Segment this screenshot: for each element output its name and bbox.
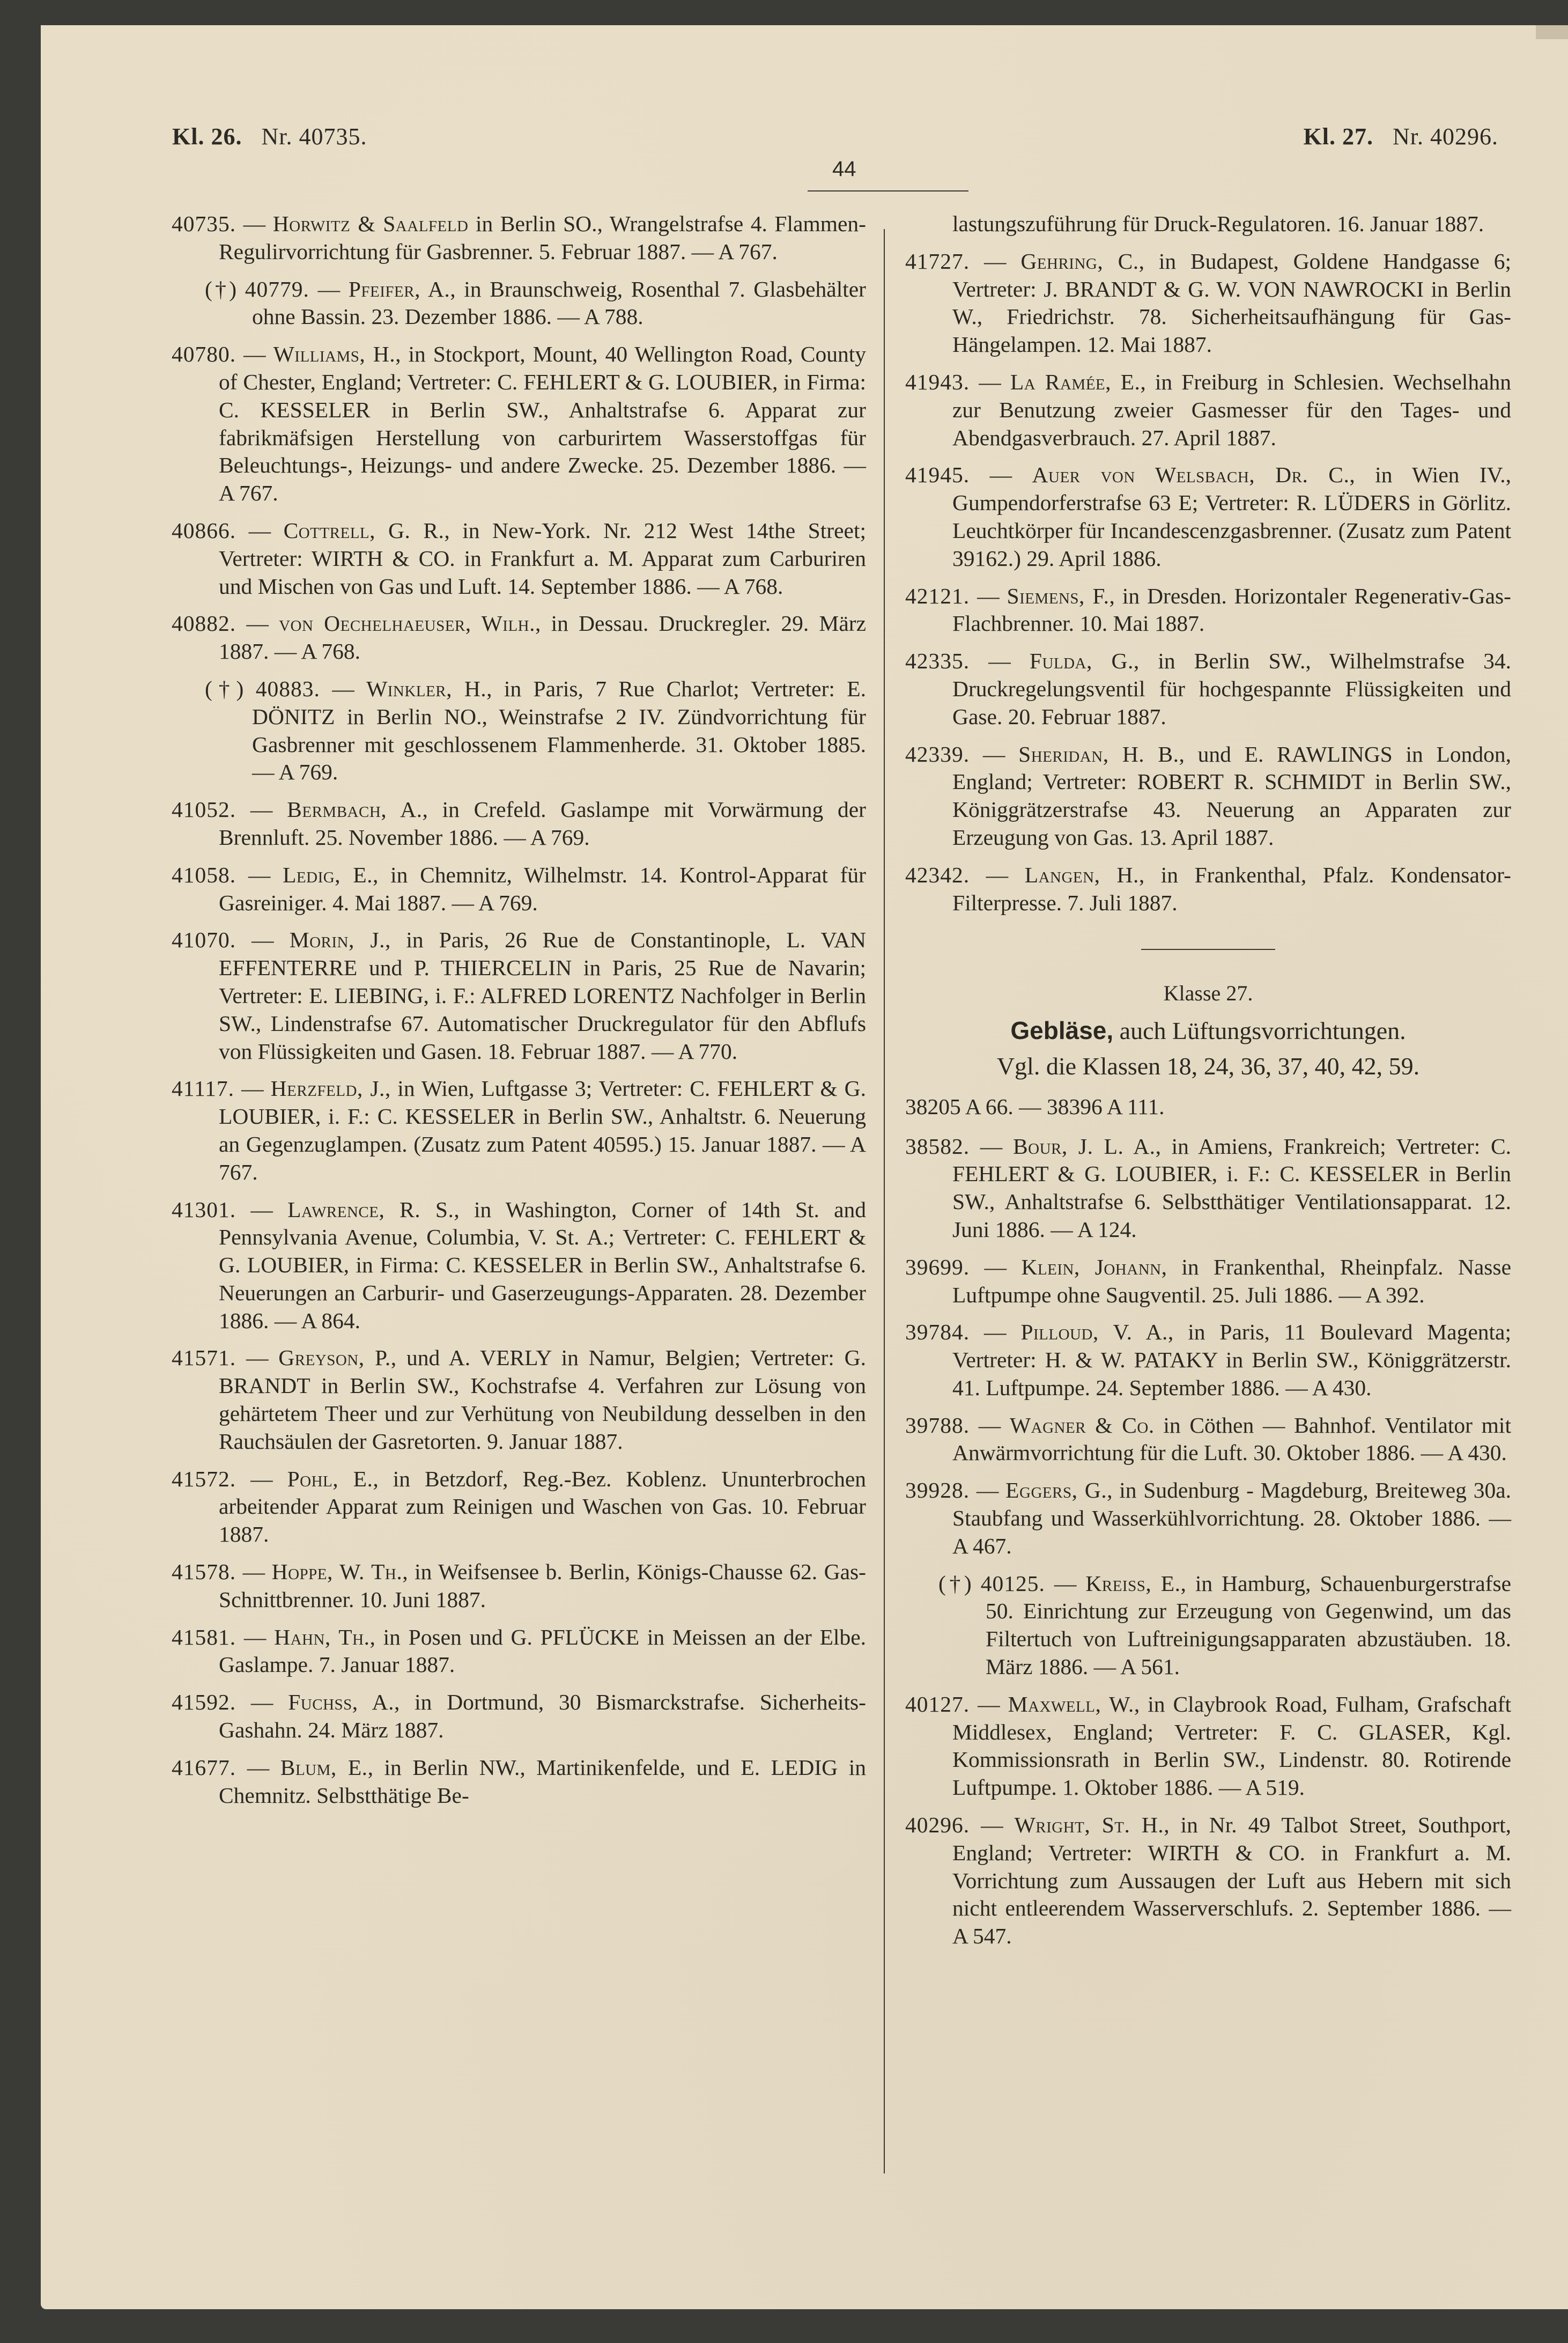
patent-number: 40127. <box>905 1691 970 1716</box>
head-nr-left: Nr. 40735. <box>261 123 367 150</box>
patentee-name: Cottrell, G. R. <box>283 518 445 543</box>
patent-description: , in Berlin NW., Martinikenfelde, und E. LEDIG in Chemnitz. Selbstthätige Be- <box>219 1755 866 1808</box>
patent-description: , in Nr. 49 Talbot Street, Southport, England; Vertreter: WIRTH & CO. in Frankfurt a. M. Vorrichtung zum Aussaugen der Luft aus Hebern mit sich nicht entleerendem Wasserverschlufs. 2. September 1886. — A 547. <box>952 1812 1511 1949</box>
patent-entry: 41943. — La Ramée, E., in Freiburg in Schlesien. Wechselhahn zur Benutzung zweier Gasmesser für den Tages- und Abendgasverbrauch. 27. April 1887. <box>905 369 1511 450</box>
left-column <box>172 210 866 1819</box>
patent-description: , in Braunschweig, Rosenthal 7. Glasbehälter ohne Bassin. 23. Dezember 1886. — A 788. <box>252 276 867 329</box>
patent-number: 41677. <box>172 1755 236 1780</box>
patentee-name: Winkler, H. <box>366 676 487 701</box>
patent-entry: 42339. — Sheridan, H. B., und E. RAWLINGS in London, England; Vertreter: ROBERT R. SCHMIDT in Berlin SW., Königgrätzerstrafse 43. Neuerung an Apparaten zur Erzeugung von Gas. 13. April 1887. <box>905 741 1512 850</box>
patent-number: 41070. <box>172 927 236 953</box>
patent-number: 39784. <box>905 1320 970 1345</box>
running-head-left <box>172 123 367 150</box>
column-divider <box>884 229 885 2173</box>
patentee-name: Bermbach, A. <box>287 797 423 822</box>
patent-entry: 40882. — von Oechelhaeuser, Wilh., in Dessau. Druckregler. 29. März 1887. — A 768. <box>172 611 866 664</box>
patent-entry: 40296. — Wright, St. H., in Nr. 49 Talbot Street, Southport, England; Vertreter: WIRTH & CO. in Frankfurt a. M. Vorrichtung zum Aussaugen der Luft aus Hebern mit sich nicht entleerendem Wasserverschlufs. 2. September 1886. — A 547. <box>905 1812 1511 1949</box>
patent-number: 42339. <box>905 741 970 767</box>
patentee-name: Blum, E. <box>280 1755 368 1780</box>
section-label: Klasse 27. <box>1163 981 1253 1006</box>
patentee-name: Wagner & Co. <box>1010 1412 1155 1438</box>
patent-entry: 41581. — Hahn, Th., in Posen und G. PFLÜCKE in Meissen an der Elbe. Gaslampe. 7. Januar 1887. <box>172 1624 866 1677</box>
patent-description: , in Wien IV., Gumpendorferstrafse 63 E; Vertreter: R. LÜDERS in Görlitz. Leuchtkörper für Incandescenzgasbrenner. (Zusatz zum Patent 39162.) 29. April 1886. <box>952 462 1512 571</box>
patent-entry: 42121. — Siemens, F., in Dresden. Horizontaler Regenerativ-Gas-Flachbrenner. 10. Mai 1887. <box>905 583 1512 636</box>
patentee-name: Williams, H. <box>273 342 396 367</box>
patent-entry: 41052. — Bermbach, A., in Crefeld. Gaslampe mit Vorwärmung der Brennluft. 25. November 1886. — A 769. <box>172 797 867 850</box>
patentee-name: Siemens, F. <box>1007 583 1110 608</box>
patent-entry: 39788. — Wagner & Co. in Cöthen — Bahnhof. Ventilator mit Anwärmvorrichtung für die Luft. 30. Oktober 1886. — A 430. <box>905 1412 1511 1465</box>
patent-description: in Cöthen — Bahnhof. Ventilator mit Anwärmvorrichtung für die Luft. 30. Oktober 1886. — A 430. <box>952 1412 1511 1465</box>
patentee-name: Pilloud, V. A. <box>1020 1320 1168 1345</box>
patentee-name: La Ramée, E. <box>1010 369 1141 394</box>
patentee-name: Hoppe, W. Th. <box>271 1559 403 1585</box>
patent-number: 41301. <box>172 1197 236 1222</box>
patentee-name: Klein, Johann <box>1021 1254 1162 1279</box>
right-column <box>905 210 1511 1960</box>
patent-entry: 41592. — Fuchss, A., in Dortmund, 30 Bismarckstrafse. Sicherheits-Gashahn. 24. März 1887. <box>172 1690 866 1743</box>
patent-entry: 41571. — Greyson, P., und A. VERLY in Namur, Belgien; Vertreter: G. BRANDT in Berlin SW., Kochstrafse 4. Verfahren zur Lösung von gehärtetem Theer und zur Verhütung von Neubildung desselben in den Rauchsäulen der Gasretorten. 9. Januar 1887. <box>172 1345 866 1454</box>
patent-entry: 40866. — Cottrell, G. R., in New-York. Nr. 212 West 14the Street; Vertreter: WIRTH & CO. in Frankfurt a. M. Apparat zum Carburiren und Mischen von Gas und Luft. 14. September 1886. — A 768. <box>172 518 867 599</box>
section-title <box>905 1017 1511 1045</box>
patent-number: 40883. <box>255 676 320 701</box>
patent-number: 40125. <box>980 1571 1045 1596</box>
patent-number: 42342. <box>905 862 970 887</box>
patent-number: 41571. <box>172 1345 236 1371</box>
section-title-rest: auch Lüftungsvorrichtungen. <box>1113 1017 1406 1045</box>
patent-number: 41945. <box>905 462 970 488</box>
patent-entry: 40780. — Williams, H., in Stockport, Mount, 40 Wellington Road, County of Chester, England; Vertreter: C. FEHLERT & G. LOUBIER, in Firma: C. KESSELER in Berlin SW., Anhaltstrafse 6. Apparat zur fabrikmäfsigen Herstellung von carburirtem Wasserstoffgas für Beleuchtungs-, Heizungs- und andere Zwecke. 25. Dezember 1886. — A 767. <box>172 342 866 506</box>
running-head-right <box>1304 123 1498 150</box>
dagger-mark: (†) <box>205 676 256 701</box>
patent-number: 39928. <box>905 1478 970 1503</box>
patent-entry: 40735. — Horwitz & Saalfeld in Berlin SO., Wrangelstrafse 4. Flammen-Regulirvorrichtung für Gasbrenner. 5. Februar 1887. — A 767. <box>172 211 867 264</box>
section-range: 38205 A 66. — 38396 A 111. <box>905 1094 1165 1119</box>
patent-number: 42335. <box>905 649 970 674</box>
patentee-name: Fulda, G. <box>1029 649 1134 674</box>
continuation-text: lastungszuführung für Druck-Regulatoren. 16. Januar 1887. <box>952 211 1484 236</box>
right-entries <box>905 248 1511 917</box>
patent-number: 40296. <box>905 1812 970 1838</box>
patent-description: , in Dortmund, 30 Bismarckstrafse. Sicherheits-Gashahn. 24. März 1887. <box>219 1690 866 1743</box>
patent-entry: 39784. — Pilloud, V. A., in Paris, 11 Boulevard Magenta; Vertreter: H. & W. PATAKY in Berlin SW., Königgrätzerstr. 41. Luftpumpe. 24. September 1886. — A 430. <box>905 1320 1512 1400</box>
patent-entry: (†) 40779. — Pfeifer, A., in Braunschweig, Rosenthal 7. Glasbehälter ohne Bassin. 23. Dezember 1886. — A 788. <box>205 276 867 329</box>
patentee-name: Hahn, Th. <box>274 1624 370 1649</box>
section-entries <box>905 1133 1511 1951</box>
patent-description: , in Betzdorf, Reg.-Bez. Koblenz. Ununterbrochen arbeitender Apparat zum Reinigen und Waschen von Gas. 10. Februar 1887. <box>219 1466 866 1547</box>
patent-number: 40866. <box>172 518 236 543</box>
patent-description: , in Dessau. Druckregler. 29. März 1887. — A 768. <box>219 611 866 664</box>
patent-number: 38582. <box>905 1133 970 1159</box>
patent-entry: 41301. — Lawrence, R. S., in Washington, Corner of 14th St. and Pennsylvania Avenue, Columbia, V. St. A.; Vertreter: C. FEHLERT & G. LOUBIER, in Firma: C. KESSELER in Berlin SW., Anhaltstrafse 6. Neuerungen an Carburir- und Gaserzeugungs-Apparaten. 28. Dezember 1886. — A 864. <box>172 1197 866 1333</box>
patent-number: 41052. <box>172 797 236 822</box>
patent-entry: 41572. — Pohl, E., in Betzdorf, Reg.-Bez. Koblenz. Ununterbrochen arbeitender Apparat zum Reinigen und Waschen von Gas. 10. Februar 1887. <box>172 1466 866 1547</box>
patent-description: , in Berlin SW., Wilhelmstrafse 34. Druckregelungsventil für hochgespannte Flüssigkeiten und Gase. 20. Februar 1887. <box>952 649 1512 729</box>
patent-number: 41727. <box>905 248 970 274</box>
patent-entry: 39928. — Eggers, G., in Sudenburg - Magdeburg, Breiteweg 30a. Staubfang und Wasserkühlvorrichtung. 28. Oktober 1886. — A 467. <box>905 1478 1511 1558</box>
patent-entry: 42342. — Langen, H., in Frankenthal, Pfalz. Kondensator-Filterpresse. 7. Juli 1887. <box>905 862 1511 915</box>
patentee-name: Lawrence, R. S. <box>287 1197 454 1222</box>
patent-number: 41578. <box>172 1559 236 1585</box>
patent-description: , in Crefeld. Gaslampe mit Vorwärmung der Brennluft. 25. November 1886. — A 769. <box>219 797 867 850</box>
patent-description: in Berlin SO., Wrangelstrafse 4. Flammen-Regulirvorrichtung für Gasbrenner. 5. Februar 1887. — A 767. <box>219 211 867 264</box>
dagger-mark: (†) <box>205 276 245 301</box>
patent-entry: 41677. — Blum, E., in Berlin NW., Martinikenfelde, und E. LEDIG in Chemnitz. Selbstthätige Be- <box>172 1755 866 1808</box>
patent-number: 40780. <box>172 342 236 367</box>
patent-entry: (†) 40883. — Winkler, H., in Paris, 7 Rue Charlot; Vertreter: E. DÖNITZ in Berlin NO., Weinstrafse 2 IV. Zündvorrichtung für Gasbrenner mit geschlossenem Flammenherde. 31. Oktober 1885. — A 769. <box>205 676 867 785</box>
patent-number: 40735. <box>172 211 236 236</box>
patent-entry: (†) 40125. — Kreiss, E., in Hamburg, Schauenburgerstrafse 50. Einrichtung zur Erzeugung von Gegenwind, um das Filtertuch von Luftreinigungsapparaten abzustäuben. 18. März 1886. — A 561. <box>938 1571 1512 1679</box>
patent-entry: 41945. — Auer von Welsbach, Dr. C., in Wien IV., Gumpendorferstrafse 63 E; Vertreter: R. LÜDERS in Görlitz. Leuchtkörper für Incandescenzgasbrenner. (Zusatz zum Patent 39162.) 29. April 1886. <box>905 462 1512 571</box>
patent-entry: 39699. — Klein, Johann, in Frankenthal, Rheinpfalz. Nasse Luftpumpe ohne Saugventil. 25. Juli 1886. — A 392. <box>905 1254 1511 1307</box>
section-title-bold: Gebläse, <box>1010 1016 1114 1045</box>
patentee-name: Kreiss, E. <box>1085 1571 1181 1596</box>
patent-description: , in Frankenthal, Pfalz. Kondensator-Filterpresse. 7. Juli 1887. <box>952 862 1511 915</box>
patentee-name: Auer von Welsbach, Dr. C. <box>1032 462 1350 488</box>
patent-description: , in Wien, Luftgasse 3; Vertreter: C. FEHLERT & G. LOUBIER, i. F.: C. KESSELER in Berlin SW., Anhaltstr. 6. Neuerung an Gegenzuglampen. (Zusatz zum Patent 40595.) 15. Januar 1887. — A 767. <box>219 1076 866 1184</box>
patent-description: , in Claybrook Road, Fulham, Grafschaft Middlesex, England; Vertreter: F. C. GLASER, Kgl. Kommissionsrath in Berlin SW., Lindenstr. 80. Rotirende Luftpumpe. 1. Oktober 1886. — A 519. <box>952 1691 1511 1800</box>
head-class-left: Kl. 26. <box>172 123 242 150</box>
patent-entry: 42335. — Fulda, G., in Berlin SW., Wilhelmstrafse 34. Druckregelungsventil für hochgespannte Flüssigkeiten und Gase. 20. Februar 1887. <box>905 649 1512 729</box>
patentee-name: Eggers, G. <box>1005 1478 1107 1503</box>
patentee-name: Gehring, C. <box>1020 248 1139 274</box>
page-number: 44 <box>832 157 856 181</box>
patent-description: , in New-York. Nr. 212 West 14the Street; Vertreter: WIRTH & CO. in Frankfurt a. M. Apparat zum Carburiren und Mischen von Gas und Luft. 14. September 1886. — A 768. <box>219 518 867 599</box>
dagger-mark: (†) <box>938 1571 981 1596</box>
patent-number: 42121. <box>905 583 970 608</box>
patent-entry: 41727. — Gehring, C., in Budapest, Goldene Handgasse 6; Vertreter: J. BRANDT & G. W. VON NAWROCKI in Berlin W., Friedrichstr. 78. Sicherheitsaufhängung für Gas-Hängelampen. 12. Mai 1887. <box>905 248 1511 357</box>
patent-description: , in Weifsensee b. Berlin, Königs-Chausse 62. Gas-Schnittbrenner. 10. Juni 1887. <box>219 1559 866 1612</box>
patent-number: 41592. <box>172 1690 236 1715</box>
page-edge <box>1536 25 1568 39</box>
patent-description: , in Frankenthal, Rheinpfalz. Nasse Luftpumpe ohne Saugventil. 25. Juli 1886. — A 392. <box>952 1254 1511 1307</box>
patent-description: , in Paris, 26 Rue de Constantinople, L. VAN EFFENTERRE und P. THIERCELIN in Paris, 25 Rue de Navarin; Vertreter: E. LIEBING, i. F.: ALFRED LORENTZ Nachfolger in Berlin SW., Lindenstrafse 67. Automatischer Druckregulator für den Abflufs von Flüssigkeiten und Gasen. 18. Februar 1887. — A 770. <box>219 927 867 1064</box>
patentee-name: Sheridan, H. B. <box>1018 741 1179 767</box>
patentee-name: Ledig, E. <box>283 862 373 887</box>
patentee-name: Pohl, E. <box>287 1466 373 1491</box>
patent-number: 39699. <box>905 1254 970 1279</box>
patent-number: 39788. <box>905 1412 970 1438</box>
patent-description: , in Stockport, Mount, 40 Wellington Road, County of Chester, England; Vertreter: C. FEHLERT & G. LOUBIER, in Firma: C. KESSELER in Berlin SW., Anhaltstrafse 6. Apparat zur fabrikmäfsigen Herstellung von carburirtem Wasserstoffgas für Beleuchtungs-, Heizungs- und andere Zwecke. 25. Dezember 1886. — A 767. <box>219 342 866 506</box>
patentee-name: von Oechelhaeuser, Wilh. <box>279 611 535 636</box>
patentee-name: Wright, St. H. <box>1014 1812 1164 1838</box>
patentee-name: Fuchss, A. <box>288 1690 394 1715</box>
patent-number: 41058. <box>172 862 236 887</box>
patent-description: , in Chemnitz, Wilhelmstr. 14. Kontrol-Apparat für Gasreiniger. 4. Mai 1887. — A 769. <box>219 862 866 915</box>
patent-description: , in Posen und G. PFLÜCKE in Meissen an der Elbe. Gaslampe. 7. Januar 1887. <box>219 1624 866 1677</box>
patentee-name: Horwitz & Saalfeld <box>272 211 469 236</box>
patentee-name: Greyson, P. <box>278 1345 391 1371</box>
patent-entry: 41117. — Herzfeld, J., in Wien, Luftgasse 3; Vertreter: C. FEHLERT & G. LOUBIER, i. F.: C. KESSELER in Berlin SW., Anhaltstr. 6. Neuerung an Gegenzuglampen. (Zusatz zum Patent 40595.) 15. Januar 1887. — A 767. <box>172 1076 866 1184</box>
patent-number: 40882. <box>172 611 236 636</box>
head-class-right: Kl. 27. <box>1303 123 1373 150</box>
header-rule <box>808 190 968 191</box>
patentee-name: Herzfeld, J. <box>270 1076 385 1101</box>
patentee-name: Maxwell, W. <box>1008 1691 1134 1716</box>
patent-description: , und E. RAWLINGS in London, England; Vertreter: ROBERT R. SCHMIDT in Berlin SW., Königgrätzerstrafse 43. Neuerung an Apparaten zur Erzeugung von Gas. 13. April 1887. <box>952 741 1512 850</box>
patent-description: , in Hamburg, Schauenburgerstrafse 50. Einrichtung zur Erzeugung von Gegenwind, um das Filtertuch von Luftreinigungsapparaten abzustäuben. 18. März 1886. — A 561. <box>986 1571 1512 1679</box>
patent-description: , in Dresden. Horizontaler Regenerativ-Gas-Flachbrenner. 10. Mai 1887. <box>952 583 1512 636</box>
document-page <box>41 25 1568 2309</box>
patent-entry: 41578. — Hoppe, W. Th., in Weifsensee b. Berlin, Königs-Chausse 62. Gas-Schnittbrenner. 10. Juni 1887. <box>172 1559 866 1612</box>
patentee-name: Langen, H. <box>1024 862 1139 887</box>
patent-entry: 41070. — Morin, J., in Paris, 26 Rue de Constantinople, L. VAN EFFENTERRE und P. THIERCELIN in Paris, 25 Rue de Navarin; Vertreter: E. LIEBING, i. F.: ALFRED LORENTZ Nachfolger in Berlin SW., Lindenstrafse 67. Automatischer Druckregulator für den Abflufs von Flüssigkeiten und Gasen. 18. Februar 1887. — A 770. <box>172 927 867 1064</box>
patent-description: , in Washington, Corner of 14th St. and Pennsylvania Avenue, Columbia, V. St. A.; Vertreter: C. FEHLERT & G. LOUBIER, in Firma: C. KESSELER in Berlin SW., Anhaltstrafse 6. Neuerungen an Carburir- und Gaserzeugungs-Apparaten. 28. Dezember 1886. — A 864. <box>219 1197 866 1333</box>
patentee-name: Morin, J. <box>289 927 385 953</box>
patent-entry: 41058. — Ledig, E., in Chemnitz, Wilhelmstr. 14. Kontrol-Apparat für Gasreiniger. 4. Mai 1887. — A 769. <box>172 862 866 915</box>
patentee-name: Pfeifer, A. <box>348 276 450 301</box>
patent-description: , in Freiburg in Schlesien. Wechselhahn zur Benutzung zweier Gasmesser für den Tages- und Abendgasverbrauch. 27. April 1887. <box>952 369 1511 450</box>
patent-entry: 40127. — Maxwell, W., in Claybrook Road, Fulham, Grafschaft Middlesex, England; Vertreter: F. C. GLASER, Kgl. Kommissionsrath in Berlin SW., Lindenstr. 80. Rotirende Luftpumpe. 1. Oktober 1886. — A 519. <box>905 1691 1511 1800</box>
patent-number: 40779. <box>245 276 309 301</box>
patent-description: , in Amiens, Frankreich; Vertreter: C. FEHLERT & G. LOUBIER, i. F.: C. KESSELER in Berlin SW., Anhaltstrafse 6. Selbstthätiger Ventilationsapparat. 12. Juni 1886. — A 124. <box>952 1133 1512 1242</box>
section-see-also: Vgl. die Klassen 18, 24, 36, 37, 40, 42, 59. <box>996 1052 1420 1080</box>
patent-description: , und A. VERLY in Namur, Belgien; Vertreter: G. BRANDT in Berlin SW., Kochstrafse 4. Verfahren zur Lösung von gehärtetem Theer und zur Verhütung von Neubildung desselben in den Rauchsäulen der Gasretorten. 9. Januar 1887. <box>219 1345 866 1454</box>
patent-description: , in Sudenburg - Magdeburg, Breiteweg 30a. Staubfang und Wasserkühlvorrichtung. 28. Oktober 1886. — A 467. <box>952 1478 1511 1558</box>
patent-entry: 38582. — Bour, J. L. A., in Amiens, Frankreich; Vertreter: C. FEHLERT & G. LOUBIER, i. F.: C. KESSELER in Berlin SW., Anhaltstrafse 6. Selbstthätiger Ventilationsapparat. 12. Juni 1886. — A 124. <box>905 1133 1512 1242</box>
patent-number: 41581. <box>172 1624 236 1649</box>
head-nr-right: Nr. 40296. <box>1393 123 1498 150</box>
patent-number: 41117. <box>172 1076 235 1101</box>
patent-description: , in Paris, 11 Boulevard Magenta; Vertreter: H. & W. PATAKY in Berlin SW., Königgrätzerstr. 41. Luftpumpe. 24. September 1886. — A 430. <box>952 1320 1512 1400</box>
patent-description: , in Budapest, Goldene Handgasse 6; Vertreter: J. BRANDT & G. W. VON NAWROCKI in Berlin W., Friedrichstr. 78. Sicherheitsaufhängung für Gas-Hängelampen. 12. Mai 1887. <box>952 248 1511 357</box>
patentee-name: Bour, J. L. A. <box>1012 1133 1156 1159</box>
patent-description: , in Paris, 7 Rue Charlot; Vertreter: E. DÖNITZ in Berlin NO., Weinstrafse 2 IV. Zündvorrichtung für Gasbrenner mit geschlossenem Flammenherde. 31. Oktober 1885. — A 769. <box>252 676 867 785</box>
patent-number: 41943. <box>905 369 970 394</box>
patent-number: 41572. <box>172 1466 236 1491</box>
section-rule <box>1141 949 1275 950</box>
